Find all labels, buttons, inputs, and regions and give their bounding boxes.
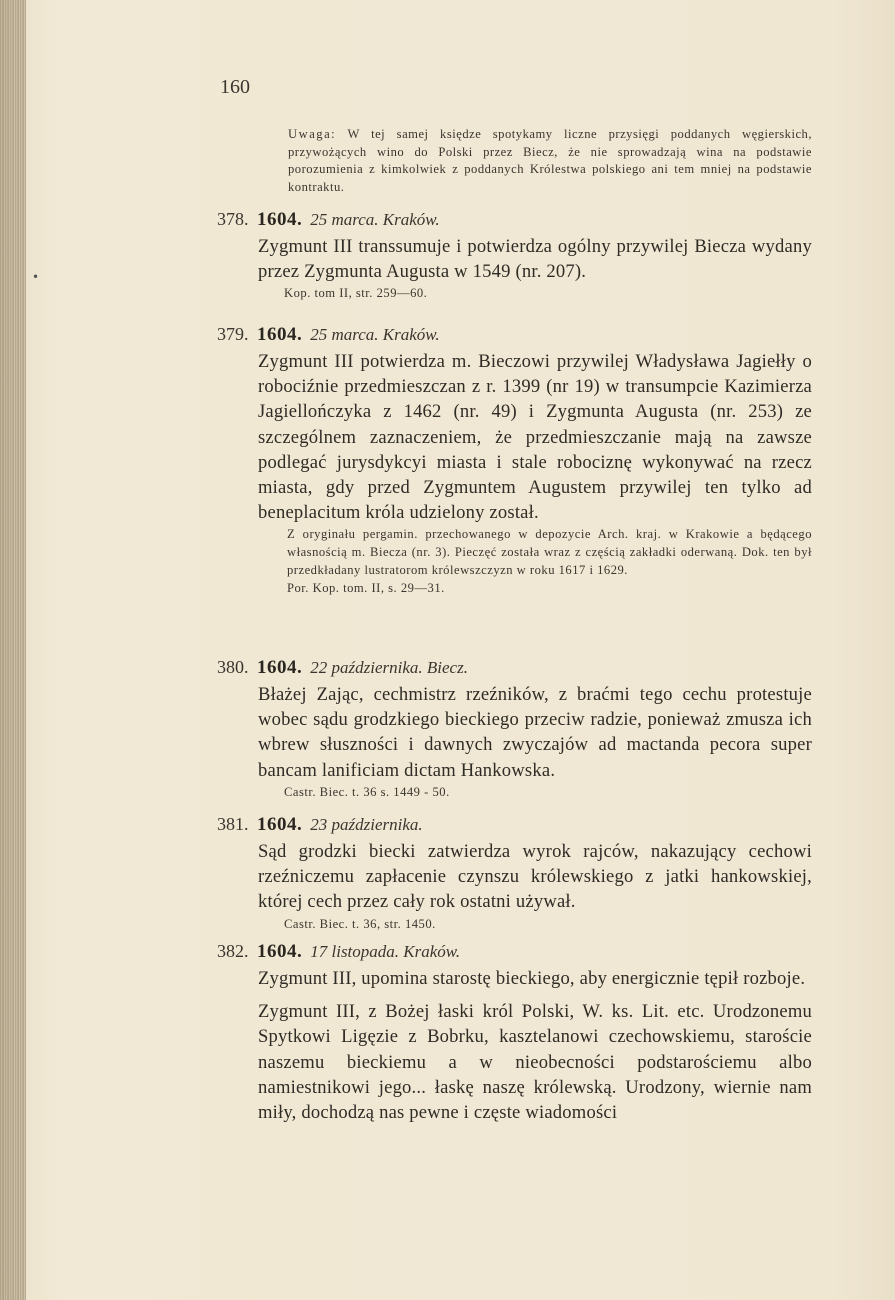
entry-date: 17 listopada. Kraków. bbox=[310, 942, 461, 961]
entry-number: 378. bbox=[217, 209, 249, 229]
entry-header bbox=[217, 653, 812, 682]
note-block bbox=[288, 126, 812, 196]
entry-header bbox=[217, 205, 812, 234]
entry-date: 22 października. Biecz. bbox=[310, 658, 468, 677]
entry-year: 1604. bbox=[257, 324, 303, 345]
entry-number: 380. bbox=[217, 657, 249, 677]
entry-header bbox=[217, 937, 812, 966]
entry-year: 1604. bbox=[257, 657, 303, 678]
entry-year: 1604. bbox=[257, 814, 303, 835]
entry-body: Zygmunt III, upomina starostę bieckiego, aby energicznie tępił rozboje. bbox=[258, 968, 806, 989]
page-number: 160 bbox=[220, 76, 250, 98]
entry-378 bbox=[217, 205, 812, 302]
entry-year: 1604. bbox=[257, 209, 303, 230]
entry-381 bbox=[217, 810, 812, 933]
entry-header bbox=[217, 810, 812, 839]
entry-year: 1604. bbox=[257, 941, 303, 962]
entry-380 bbox=[217, 653, 812, 801]
entry-382 bbox=[217, 937, 812, 1125]
entry-body: Zygmunt III potwierdza m. Bieczowi przywilej Władysława Jagiełły o robociźnie przedmieszczan z r. 1399 (nr 19) w transumpcie Kazimierza Jagiellończyka z 1462 (nr. 49) i Zygmunta Augusta (nr. 253) ze szczególnem zaznaczeniem, że przedmieszczanie mają na zawsze podlegać jurysdykcyi miasta i stale robociznę wykonywać na rzecz miasta, gdy przed Zygmuntem Augustem przywilej ten tylko ad beneplacitum króla udzielony został. bbox=[258, 351, 812, 524]
entry-body: Sąd grodzki biecki zatwierdza wyrok rajców, nakazujący cechowi rzeźniczemu zapłacenie czynszu królewskiego z jatki hankowskiej, której cech przez cały rok ostatni używał. bbox=[258, 841, 812, 913]
entry-body: Błażej Zając, cechmistrz rzeźników, z braćmi tego cechu protestuje wobec sądu grodzkiego bieckiego przeciw radzie, ponieważ zmusza ich wbrew słuszności i dawnych zwyczajów ad mactanda pecora super bancam lanificiam dictam Hankowska. bbox=[258, 684, 812, 781]
entry-379 bbox=[217, 320, 812, 597]
entry-date: 23 października. bbox=[310, 815, 423, 834]
entry-source: Kop. tom II, str. 259—60. bbox=[284, 286, 428, 301]
entry-number: 381. bbox=[217, 814, 249, 834]
margin-mark: • bbox=[32, 270, 40, 284]
entry-body-document-text: Zygmunt III, z Bożej łaski król Polski, W. ks. Lit. etc. Urodzonemu Spytkowi Ligęzie z Bobrku, kasztelanowi czechowskiemu, staroście naszemu bieckiemu a w nieobecności podstarościemu albo namiestnikowi jego... łaskę naszę królewską. Urodzony, wiernie nam miły, dochodzą nas pewne i częste wiadomości bbox=[258, 1001, 812, 1124]
entry-source: Z oryginału pergamin. przechowanego w depozycie Arch. kraj. w Krakowie a będącego własnością m. Biecza (nr. 3). Pieczęć została wraz z częścią zakładki oderwaną. Dok. ten był przedkładany lustratorom królewszczyzn w roku 1617 i 1629. bbox=[287, 527, 812, 578]
entry-body: Zygmunt III transsumuje i potwierdza ogólny przywilej Biecza wydany przez Zygmunta Augusta w 1549 (nr. 207). bbox=[258, 236, 812, 283]
entry-date: 25 marca. Kraków. bbox=[310, 325, 440, 344]
note-label: Uwaga: bbox=[288, 127, 337, 141]
note-text: W tej samej księdze spotykamy liczne przysięgi poddanych węgierskich, przywożących wino do Polski przez Biecz, że nie sprowadzają wina na podstawie porozumienia z kimkolwiek z poddanych Królestwa polskiego ani tem mniej na podstawie kontraktu. bbox=[288, 127, 812, 194]
entry-source-reference: Por. Kop. tom. II, s. 29—31. bbox=[287, 581, 445, 596]
entry-date: 25 marca. Kraków. bbox=[310, 210, 440, 229]
entry-number: 379. bbox=[217, 324, 249, 344]
entry-header bbox=[217, 320, 812, 349]
entry-source: Castr. Biec. t. 36 s. 1449 - 50. bbox=[284, 784, 450, 799]
entry-source: Castr. Biec. t. 36, str. 1450. bbox=[284, 916, 436, 931]
entry-number: 382. bbox=[217, 941, 249, 961]
